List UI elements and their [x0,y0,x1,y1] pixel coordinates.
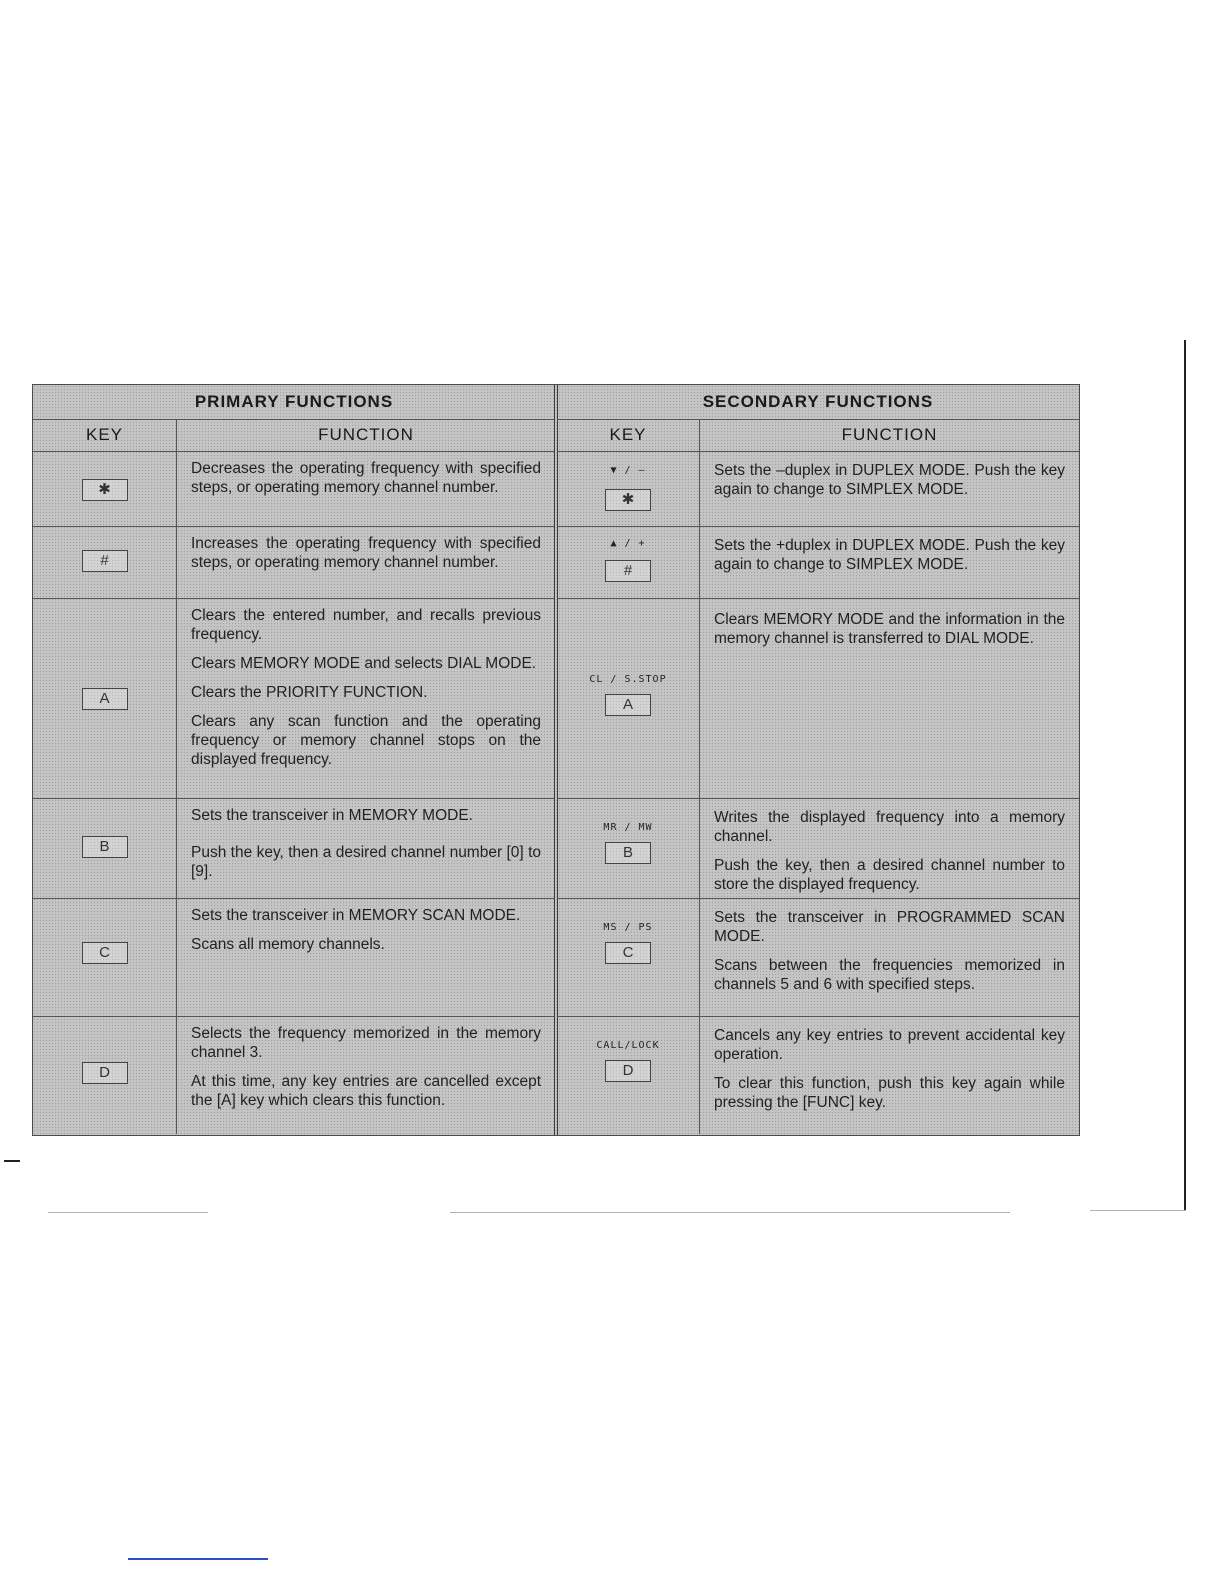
function-text: Push the key, then a desired channel number [0] to [9]. [191,844,541,880]
hash-key-icon: # [605,560,651,582]
scan-dotted-line [48,1212,208,1213]
secondary-row-ms-ps [557,898,1079,1017]
function-text: Clears the PRIORITY FUNCTION. [191,684,428,701]
function-text: Sets the transceiver in MEMORY SCAN MODE. [191,907,521,924]
secondary-row-up [557,526,1079,599]
secondary-row-call-lock [557,1016,1079,1134]
function-text: Clears MEMORY MODE and selects DIAL MODE. [191,655,537,672]
ms-ps-label: MS / PS [603,922,653,933]
secondary-functions-section [557,385,1079,1135]
function-text: Selects the frequency memorized in the memory channel 3. [191,1025,541,1061]
star-key-icon: ✱ [82,479,128,501]
cl-sstop-label: CL / S.STOP [589,674,667,685]
primary-row-a [33,598,555,799]
a-key-icon: A [605,694,651,716]
function-text: Cancels any key entries to prevent accidental key operation. [714,1027,1065,1063]
secondary-row-mr-mw [557,798,1079,899]
c-key-icon: C [605,942,651,964]
footer-rule [128,1558,268,1560]
scan-edge-line [1184,340,1186,1210]
primary-row-hash [33,526,555,599]
primary-row-d [33,1016,555,1134]
function-text: Sets the transceiver in MEMORY MODE. [191,807,473,824]
function-text: Decreases the operating frequency with specified steps, or operating memory channel number. [191,460,541,496]
primary-functions-section [33,385,555,1135]
function-text: Scans all memory channels. [191,936,385,953]
function-text: Sets the +duplex in DUPLEX MODE. Push the key again to change to SIMPLEX MODE. [714,537,1065,573]
star-key-icon: ✱ [605,489,651,511]
b-key-icon: B [82,836,128,858]
function-text: Sets the transceiver in PROGRAMMED SCAN MODE. [714,909,1065,945]
call-lock-label: CALL/LOCK [596,1040,660,1051]
function-text: Clears MEMORY MODE and the information in the memory channel is transferred to DIAL MODE. [714,611,1065,647]
secondary-row-cl-sstop [557,598,1079,799]
function-text: To clear this function, push this key again while pressing the [FUNC] key. [714,1075,1065,1111]
primary-row-star [33,451,555,527]
function-text: Sets the –duplex in DUPLEX MODE. Push the key again to change to SIMPLEX MODE. [714,462,1065,498]
d-key-icon: D [82,1062,128,1084]
scan-tick-mark [4,1160,20,1162]
primary-functions-title: PRIMARY FUNCTIONS [33,385,555,420]
down-minus-label: ▼ / – [610,465,646,476]
scan-dotted-line [1090,1210,1186,1211]
function-text: Clears the entered number, and recalls previous frequency. [191,607,541,643]
function-text: Push the key, then a desired channel number to store the displayed frequency. [714,857,1065,893]
d-key-icon: D [605,1060,651,1082]
secondary-key-header: KEY [557,419,700,452]
primary-function-header: FUNCTION [177,419,555,452]
hash-key-icon: # [82,550,128,572]
secondary-functions-title: SECONDARY FUNCTIONS [557,385,1079,420]
a-key-icon: A [82,688,128,710]
primary-row-b [33,798,555,899]
b-key-icon: B [605,842,651,864]
c-key-icon: C [82,942,128,964]
secondary-row-down [557,451,1079,527]
function-text: Clears any scan function and the operating frequency or memory channel stops on the displayed frequency. [191,713,541,768]
primary-row-c [33,898,555,1017]
scan-dotted-line [450,1212,1010,1213]
function-text: Scans between the frequencies memorized in channels 5 and 6 with specified steps. [714,957,1065,993]
secondary-function-header: FUNCTION [700,419,1079,452]
mr-mw-label: MR / MW [603,822,653,833]
key-function-table [32,384,1080,1136]
function-text: At this time, any key entries are cancelled except the [A] key which clears this function. [191,1073,541,1109]
function-text: Writes the displayed frequency into a memory channel. [714,809,1065,845]
function-text: Increases the operating frequency with specified steps, or operating memory channel number. [191,535,541,571]
primary-key-header: KEY [33,419,177,452]
up-plus-label: ▲ / + [610,538,646,549]
